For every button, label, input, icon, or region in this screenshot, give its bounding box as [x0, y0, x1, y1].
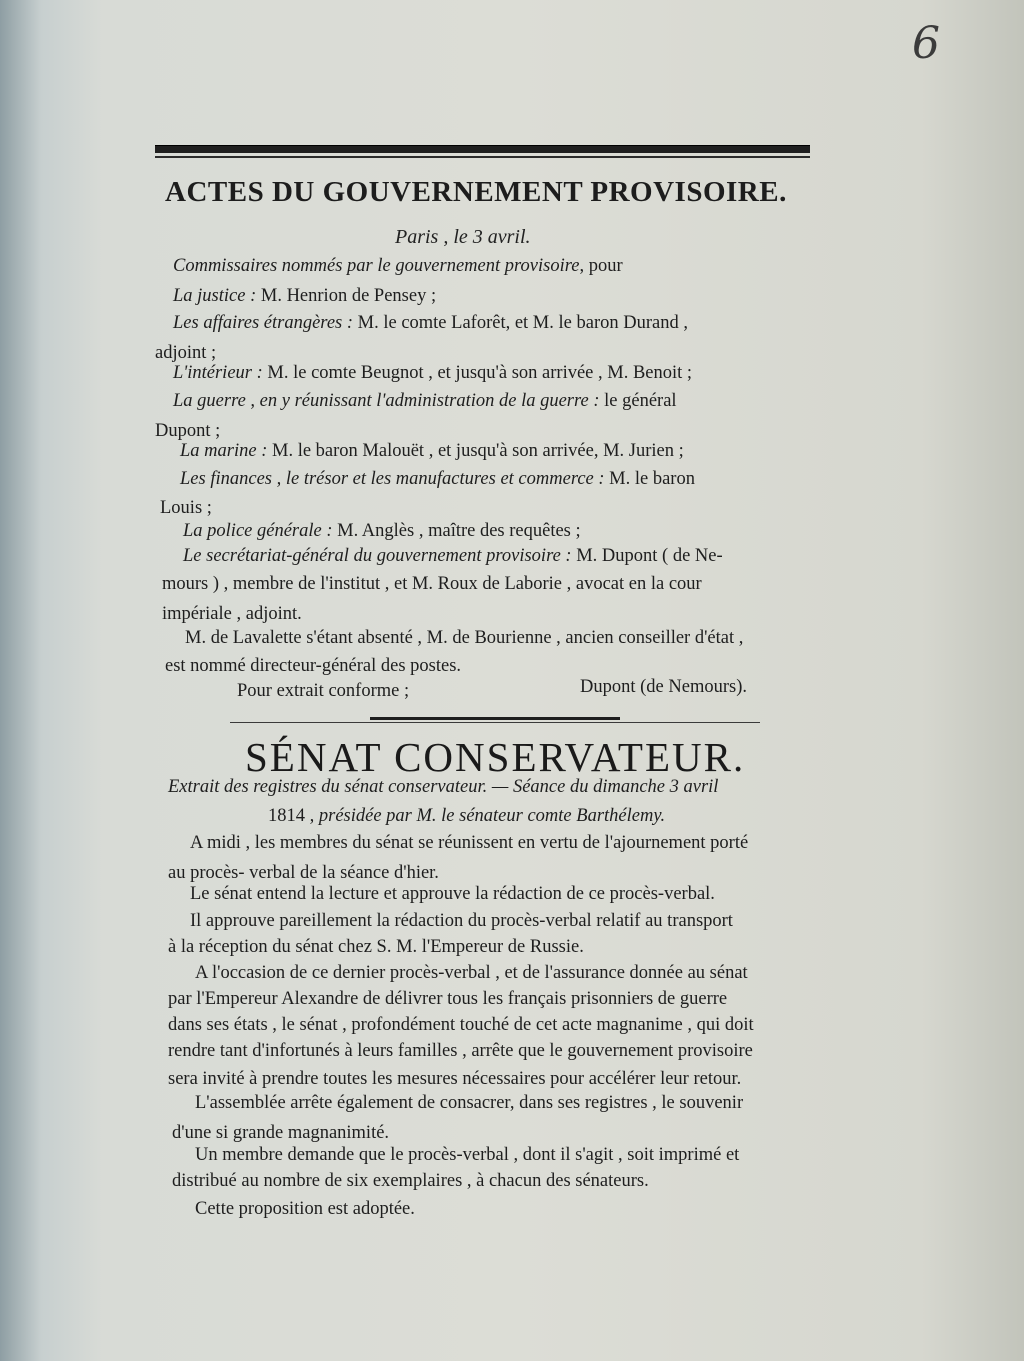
text-line: A l'occasion de ce dernier procès-verbal , et de l'assurance donnée au sénat [195, 963, 748, 983]
text-line: L'intérieur : M. le comte Beugnot , et jusqu'à son arrivée , M. Benoit ; [173, 363, 693, 383]
text-line: La marine : M. le baron Malouët , et jusqu'à son arrivée, M. Jurien ; [180, 441, 684, 461]
dateline: Paris , le 3 avril. [395, 226, 531, 248]
extract-signature: Dupont (de Nemours). [580, 677, 747, 697]
text-line: Louis ; [160, 498, 212, 518]
text-line: Cette proposition est adoptée. [195, 1199, 415, 1219]
text-line: mours ) , membre de l'institut , et M. Roux de Laborie , avocat en la cour [162, 574, 702, 594]
text-line: La justice : M. Henrion de Pensey ; [173, 286, 437, 306]
text-line: dans ses états , le sénat , profondément touché de cet acte magnanime , qui doit [168, 1015, 754, 1035]
text-line: M. de Lavalette s'étant absenté , M. de Bourienne , ancien conseiller d'état , [185, 628, 744, 648]
section-divider [370, 717, 620, 720]
text-line: au procès- verbal de la séance d'hier. [168, 863, 439, 883]
text-line: sera invité à prendre toutes les mesures nécessaires pour accélérer leur retour. [168, 1069, 742, 1089]
text-line: distribué au nombre de six exemplaires , à chacun des sénateurs. [172, 1171, 649, 1191]
text-line: Les affaires étrangères : M. le comte Laforêt, et M. le baron Durand , [173, 313, 688, 333]
top-rule [155, 145, 810, 153]
text-line: L'assemblée arrête également de consacrer, dans ses registres , le souvenir [195, 1093, 744, 1113]
text-line: La guerre , en y réunissant l'administration de la guerre : le général [173, 391, 677, 411]
text-line: Il approuve pareillement la rédaction du procès-verbal relatif au transport [190, 911, 733, 931]
section-title-gouvernement: ACTES DU GOUVERNEMENT PROVISOIRE. [165, 176, 787, 208]
text-line: Dupont ; [155, 421, 221, 441]
text-line: impériale , adjoint. [162, 604, 302, 624]
text-line: Extrait des registres du sénat conservateur. — Séance du dimanche 3 avril [168, 777, 719, 797]
extract-attestation: Pour extrait conforme ; [237, 681, 410, 701]
text-line: La police générale : M. Anglès , maître des requêtes ; [183, 521, 581, 541]
section-title-senat: SÉNAT CONSERVATEUR. [245, 734, 746, 780]
page-number: 6 [912, 18, 940, 69]
text-line: A midi , les membres du sénat se réunissent en vertu de l'ajournement porté [190, 833, 749, 853]
text-line: 1814 , présidée par M. le sénateur comte Barthélemy. [268, 806, 666, 826]
text-line: Commissaires nommés par le gouvernement provisoire, pour [173, 256, 623, 276]
text-line: Le sénat entend la lecture et approuve la rédaction de ce procès-verbal. [190, 884, 715, 904]
text-line: est nommé directeur-général des postes. [165, 656, 462, 676]
text-line: par l'Empereur Alexandre de délivrer tous les français prisonniers de guerre [168, 989, 728, 1009]
text-line: Un membre demande que le procès-verbal , dont il s'agit , soit imprimé et [195, 1145, 740, 1165]
text-line: à la réception du sénat chez S. M. l'Empereur de Russie. [168, 937, 584, 957]
text-line: adjoint ; [155, 343, 217, 363]
text-line: Les finances , le trésor et les manufactures et commerce : M. le baron [180, 469, 695, 489]
text-line: Le secrétariat-général du gouvernement provisoire : M. Dupont ( de Ne- [183, 546, 723, 566]
text-line: rendre tant d'infortunés à leurs familles , arrête que le gouvernement provisoire [168, 1041, 753, 1061]
text-line: d'une si grande magnanimité. [172, 1123, 390, 1143]
